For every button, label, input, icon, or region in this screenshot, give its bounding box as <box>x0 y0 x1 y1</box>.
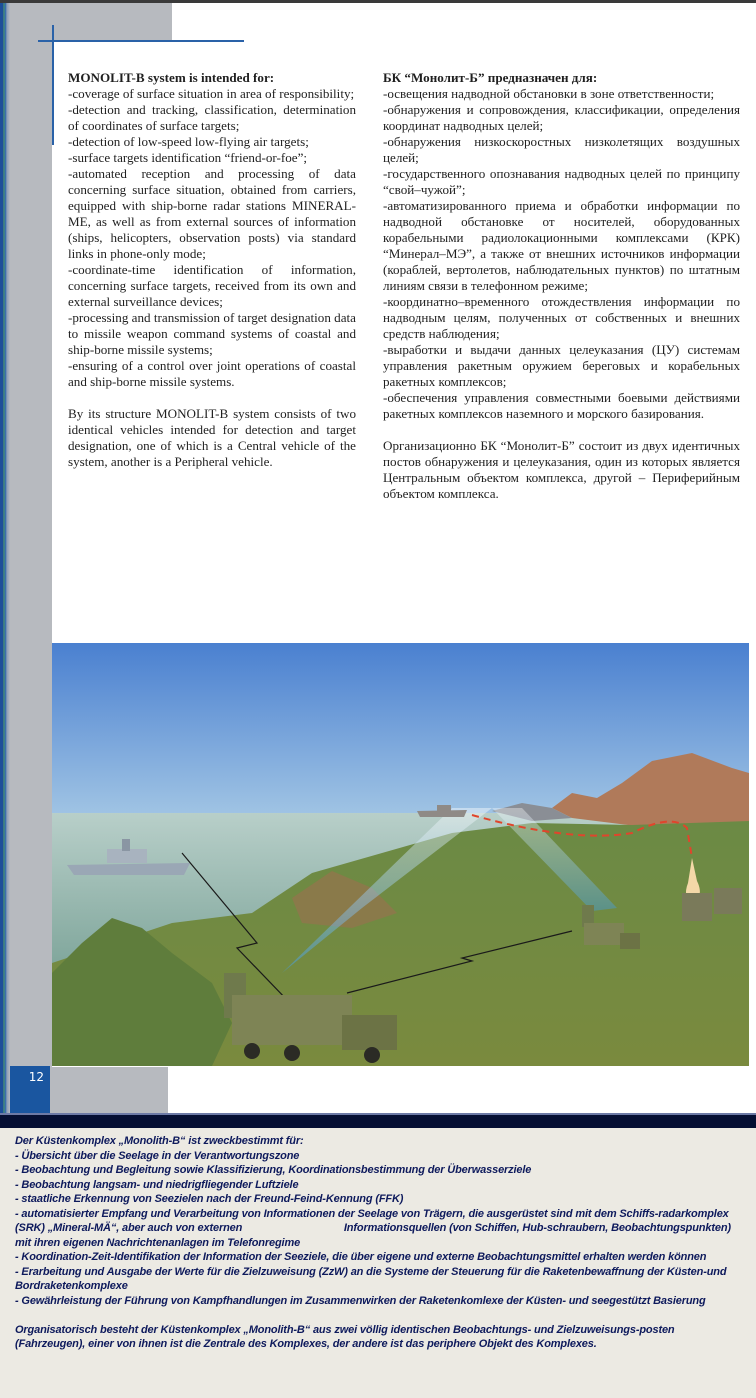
german-item: - Erarbeitung und Ausgabe der Werte für die Zielzuweisung (ZzW) an die Systeme der Steuerung für die Raketenbewaffnung der Küsten-und Bordraketenkomplexe <box>15 1265 727 1292</box>
left-gray-column <box>10 3 52 1113</box>
russian-item: -обеспечения управления совместными боевыми действиями ракетных комплексов наземного и морского базирования. <box>383 390 740 421</box>
german-item: - staatliche Erkennung von Seezielen nach der Freund-Feind-Kennung (FFK) <box>15 1193 404 1205</box>
footer-bar-edge <box>0 1113 756 1115</box>
bottom-gray-block <box>50 1067 168 1113</box>
english-item: -coverage of surface situation in area of responsibility; <box>68 86 355 101</box>
english-column <box>68 70 356 470</box>
english-item: -ensuring of a control over joint operations of coastal and ship-borne missile systems. <box>68 358 356 389</box>
left-edge-strip <box>0 3 10 1113</box>
german-text <box>15 1134 745 1352</box>
german-heading: Der Küstenkomplex „Monolith-B“ ist zweckbestimmt für: <box>15 1135 304 1147</box>
english-item: -surface targets identification “friend-or-foe”; <box>68 150 308 165</box>
english-item: -automated reception and processing of data concerning surface situation, obtained from carriers, equipped with ship-borne radar stations MINERAL-ME, as well as from external sources of information (ships, helicopters, observation posts) via standard links in phone-only mode; <box>68 166 356 261</box>
page-number-box <box>10 1066 50 1113</box>
german-item: - Beobachtung langsam- und niedrigfliegender Luftziele <box>15 1178 299 1191</box>
english-item: -detection of low-speed low-flying air targets; <box>68 134 309 149</box>
english-item: -coordinate-time identification of information, concerning surface targets, received from its own and external surveillance devices; <box>68 262 356 309</box>
english-structure-paragraph: By its structure MONOLIT-B system consists of two identical vehicles intended for detection and target designation, one of which is a Central vehicle of the system, another is a Peripheral vehicle. <box>68 406 356 469</box>
english-heading: MONOLIT-B system is intended for: <box>68 70 275 85</box>
footer-navy-bar <box>0 1113 756 1128</box>
illustration-scene <box>52 643 749 1066</box>
german-item: - Gewährleistung der Führung von Kampfhandlungen im Zusammenwirken der Raketenkomlexe der Küsten- und seegestützt Basierung <box>15 1294 706 1307</box>
russian-item: -обнаружения и сопровождения, классификации, определения координат надводных целей; <box>383 102 740 133</box>
russian-item: -обнаружения низкоскоростных низколетящих воздушных целей; <box>383 134 740 165</box>
russian-item: -выработки и выдачи данных целеуказания (ЦУ) системам управления ракетным оружием береговых и корабельных ракетных комплексов; <box>383 342 740 389</box>
german-item: - Beobachtung und Begleitung sowie Klassifizierung, Koordinationsbestimmung der Überwasserziele <box>15 1164 532 1176</box>
page-number: 12 <box>28 1070 44 1084</box>
decorative-vertical-line <box>52 25 54 145</box>
german-item: - Koordination-Zeit-Identifikation der Information der Seeziele, die über eigene und externe Beobachtungsmittel erhalten werden können <box>15 1251 707 1263</box>
german-structure-paragraph: Organisatorisch besteht der Küstenkomplex „Monolith-B“ aus zwei völlig identischen Beobachtungs- und Zielzuweisungs-posten (Fahrzeugen), einer von ihnen ist die Zentrale des Komplexes, der andere ist das periphere Objekt des Komplexes. <box>15 1323 675 1350</box>
russian-item: -автоматизированного приема и обработки информации по надводной обстановке от носителей, оборудованных корабельными радиолокационными комплексами (КРК) “Минерал–МЭ”, а также от внешних источников информации (кораблей, вертолетов, наблюдательных пунктов) по штатным линиям связи в телефонном режиме; <box>383 198 740 293</box>
english-item: -detection and tracking, classification, determination of coordinates of surface targets; <box>68 102 356 133</box>
russian-item: -государственного опознавания надводных целей по принципу “свой–чужой”; <box>383 166 740 197</box>
german-item: - automatisierter Empfang und Verarbeitung von Informationen der Seelage von Trägern, die ausgerüstet sind mit dem Schiffs-radarkomplex (SRK) „Mineral-MÄ“, aber auch von externen Informationsquellen (von Schiffen, Hub-schraubern, Beobachtungspunkten) mit ihren eigenen Nachrichtenanlagen im Telefonregime <box>15 1207 734 1249</box>
coastal-system-illustration <box>52 643 749 1066</box>
top-gray-block <box>10 3 172 40</box>
russian-column <box>383 70 740 502</box>
german-item: - Übersicht über die Seelage in der Verantwortungszone <box>15 1149 300 1162</box>
english-item: -processing and transmission of target designation data to missile weapon command systems of coastal and ship-borne missile systems; <box>68 310 356 357</box>
russian-item: -координатно–временного отождествления информации по надводным целям, полученных от собственных и внешних средств наблюдения; <box>383 294 740 341</box>
russian-heading: БК “Монолит-Б” предназначен для: <box>383 70 598 85</box>
russian-structure-paragraph: Организационно БК “Монолит-Б” состоит из двух идентичных постов обнаружения и целеуказания, один из которых является Центральным объектом комплекса, другой – Периферийным объектом комплекса. <box>383 438 740 501</box>
russian-item: -освещения надводной обстановки в зоне ответственности; <box>383 86 715 101</box>
decorative-horizontal-line <box>38 40 244 42</box>
